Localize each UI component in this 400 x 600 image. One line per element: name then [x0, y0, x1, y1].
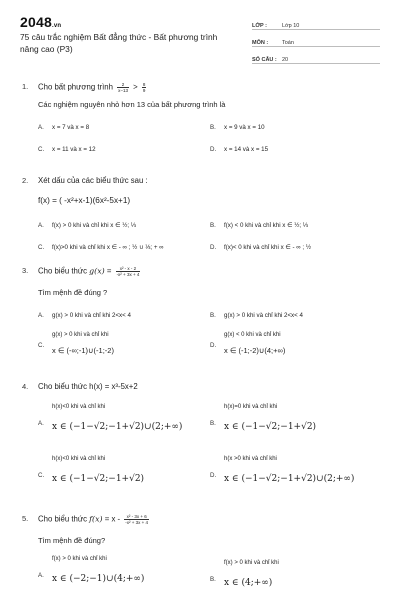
option-letter: C.	[38, 472, 45, 479]
logo-text: 2048	[20, 14, 52, 30]
option-condition: f(x) > 0 khi và chỉ khi	[52, 556, 107, 562]
option-letter: B.	[210, 312, 216, 319]
logo-suffix: .vn	[51, 23, 62, 29]
option-text: g(x) > 0 khi và chỉ khi 2<x< 4	[224, 312, 303, 319]
option-a[interactable]	[38, 402, 203, 446]
question-subtext: Tìm mệnh đề đúng?	[38, 536, 106, 545]
option-b[interactable]	[210, 402, 375, 446]
option-letter: A.	[38, 420, 44, 427]
question-number: 1.	[22, 82, 29, 91]
question-prompt: Cho biểu thức	[38, 266, 87, 276]
option-a[interactable]	[38, 222, 136, 229]
meta-panel	[252, 16, 380, 67]
inequality-sign: >	[133, 82, 138, 92]
option-d[interactable]	[210, 244, 311, 251]
option-c[interactable]	[38, 244, 164, 251]
question-number: 5.	[22, 514, 29, 523]
fraction-numerator: x² - 3x + 6	[124, 514, 149, 520]
question-text	[38, 514, 151, 525]
question-prompt: Cho bất phương trình	[38, 82, 113, 92]
question-prompt: Cho biểu thức	[38, 514, 87, 524]
question-number: 4.	[22, 382, 29, 391]
function-name: g(x)	[89, 266, 105, 276]
option-b[interactable]	[210, 558, 375, 600]
option-text: f(x) < 0 khi và chỉ khi x ∈ ½; ⅓	[224, 222, 308, 229]
option-text: x = 14 và x = 15	[224, 146, 269, 153]
meta-value: Toán	[282, 40, 294, 46]
fraction-denominator: -x² + 3x + 4	[116, 272, 140, 277]
option-a[interactable]	[38, 312, 131, 319]
option-d[interactable]	[210, 454, 375, 498]
option-text: f(x) > 0 khi và chỉ khi x ∈ ½; ⅓	[52, 222, 136, 229]
fraction	[124, 514, 149, 525]
option-c[interactable]	[38, 330, 203, 364]
question-number: 2.	[22, 176, 29, 185]
question-number: 3.	[22, 266, 29, 275]
fraction	[117, 82, 129, 93]
option-condition: h(x)<0 khi và chỉ khi	[52, 456, 106, 462]
question-text	[38, 82, 148, 93]
function-name: f(x)	[89, 514, 103, 524]
option-letter: C.	[38, 146, 45, 153]
option-text: x = 7 và x = 8	[52, 124, 90, 131]
meta-label: MÔN :	[252, 40, 269, 46]
option-b[interactable]	[210, 124, 265, 131]
option-letter: A.	[38, 572, 44, 579]
option-interval: x ∈ (−1−√2;−1+√2)∪(2;+∞)	[224, 474, 355, 484]
option-interval: x ∈ (-1;-2)∪(4;+∞)	[224, 346, 286, 355]
meta-row-count	[252, 50, 380, 64]
option-text: f(x)>0 khi và chỉ khi x ∈ - ∞ ; ½ ∪ ⅓; + ∞	[52, 244, 164, 251]
question-4	[20, 378, 382, 508]
option-condition: h(x)=0 khi và chỉ khi	[224, 404, 278, 410]
option-condition: f(x) > 0 khi và chỉ khi	[224, 560, 279, 566]
fraction	[142, 82, 147, 93]
option-letter: D.	[210, 146, 217, 153]
option-letter: C.	[38, 244, 45, 251]
question-text	[38, 266, 142, 277]
meta-value: 20	[282, 57, 289, 63]
option-b[interactable]	[210, 222, 308, 229]
option-letter: B.	[210, 576, 216, 583]
option-letter: C.	[38, 342, 45, 349]
option-condition: h(x)<0 khi và chỉ khi	[52, 404, 106, 410]
option-a[interactable]	[38, 554, 203, 598]
question-subtext: Các nghiệm nguyên nhỏ hơn 13 của bất phương trình là	[38, 100, 226, 109]
fraction-denominator: x−13	[118, 88, 128, 93]
option-interval: x ∈ (-∞;-1)∪(-1;-2)	[52, 346, 114, 355]
option-condition: g(x) > 0 khi và chỉ khi	[52, 332, 109, 338]
page-title: 75 câu trắc nghiệm Bất đẳng thức - Bất phương trình nâng cao (P3)	[20, 32, 218, 54]
question-subtext: Tìm mệnh đề đúng ?	[38, 288, 108, 297]
option-interval: x ∈ (−1−√2;−1+√2)∪(2;+∞)	[52, 422, 183, 432]
fraction-numerator: 2	[117, 82, 129, 88]
option-letter: B.	[210, 124, 216, 131]
option-letter: D.	[210, 472, 217, 479]
question-3	[20, 262, 382, 372]
fraction	[116, 266, 141, 277]
meta-label: SỐ CÂU :	[252, 57, 277, 63]
option-interval: x ∈ (−1−√2;−1+√2)	[224, 422, 317, 432]
option-condition: h(x >0 khi và chỉ khi	[224, 456, 277, 462]
site-logo[interactable]	[20, 14, 61, 30]
option-interval: x ∈ (−2;−1)∪(4;+∞)	[52, 574, 145, 584]
fraction-numerator: 8	[142, 82, 146, 87]
option-text: x = 9 và x = 10	[224, 124, 265, 131]
option-letter: A.	[38, 312, 44, 319]
option-d[interactable]	[210, 146, 268, 153]
option-letter: A.	[38, 124, 44, 131]
option-text: f(x)< 0 khi và chỉ khi x ∈ - ∞ ; ½	[224, 244, 311, 251]
fraction-denominator: -x² + 3x + 4	[125, 520, 149, 525]
fraction-denominator: 9	[142, 88, 146, 93]
option-text: g(x) > 0 khi và chỉ khi 2<x< 4	[52, 312, 131, 319]
option-letter: B.	[210, 222, 216, 229]
meta-label: LỚP :	[252, 23, 267, 29]
option-letter: B.	[210, 420, 216, 427]
question-expression: f(x) = ( -x²+x-1)(6x²-5x+1)	[38, 196, 131, 205]
option-d[interactable]	[210, 330, 375, 364]
option-interval: x ∈ (−1−√2;−1+√2)	[52, 474, 145, 484]
option-b[interactable]	[210, 312, 303, 319]
question-1	[20, 78, 382, 158]
question-text: Cho biểu thức h(x) = x³-5x+2	[38, 382, 138, 391]
meta-row-class	[252, 16, 380, 30]
fraction-numerator: x² - x - 2	[116, 266, 141, 272]
option-interval: x ∈ (4;+∞)	[224, 578, 273, 588]
option-condition: g(x) < 0 khi và chỉ khi	[224, 332, 281, 338]
option-letter: D.	[210, 244, 217, 251]
equals-sign: = x -	[104, 514, 121, 524]
equals-sign: =	[106, 266, 112, 276]
option-text: x = 11 và x = 12	[52, 146, 96, 153]
option-letter: D.	[210, 342, 217, 349]
question-2	[20, 172, 382, 252]
question-5	[20, 510, 382, 600]
option-letter: A.	[38, 222, 44, 229]
meta-value: Lớp 10	[282, 23, 300, 29]
option-c[interactable]	[38, 146, 96, 153]
question-text: Xét dấu của các biểu thức sau :	[38, 176, 148, 185]
option-c[interactable]	[38, 454, 203, 498]
option-a[interactable]	[38, 124, 89, 131]
meta-row-subject	[252, 33, 380, 47]
